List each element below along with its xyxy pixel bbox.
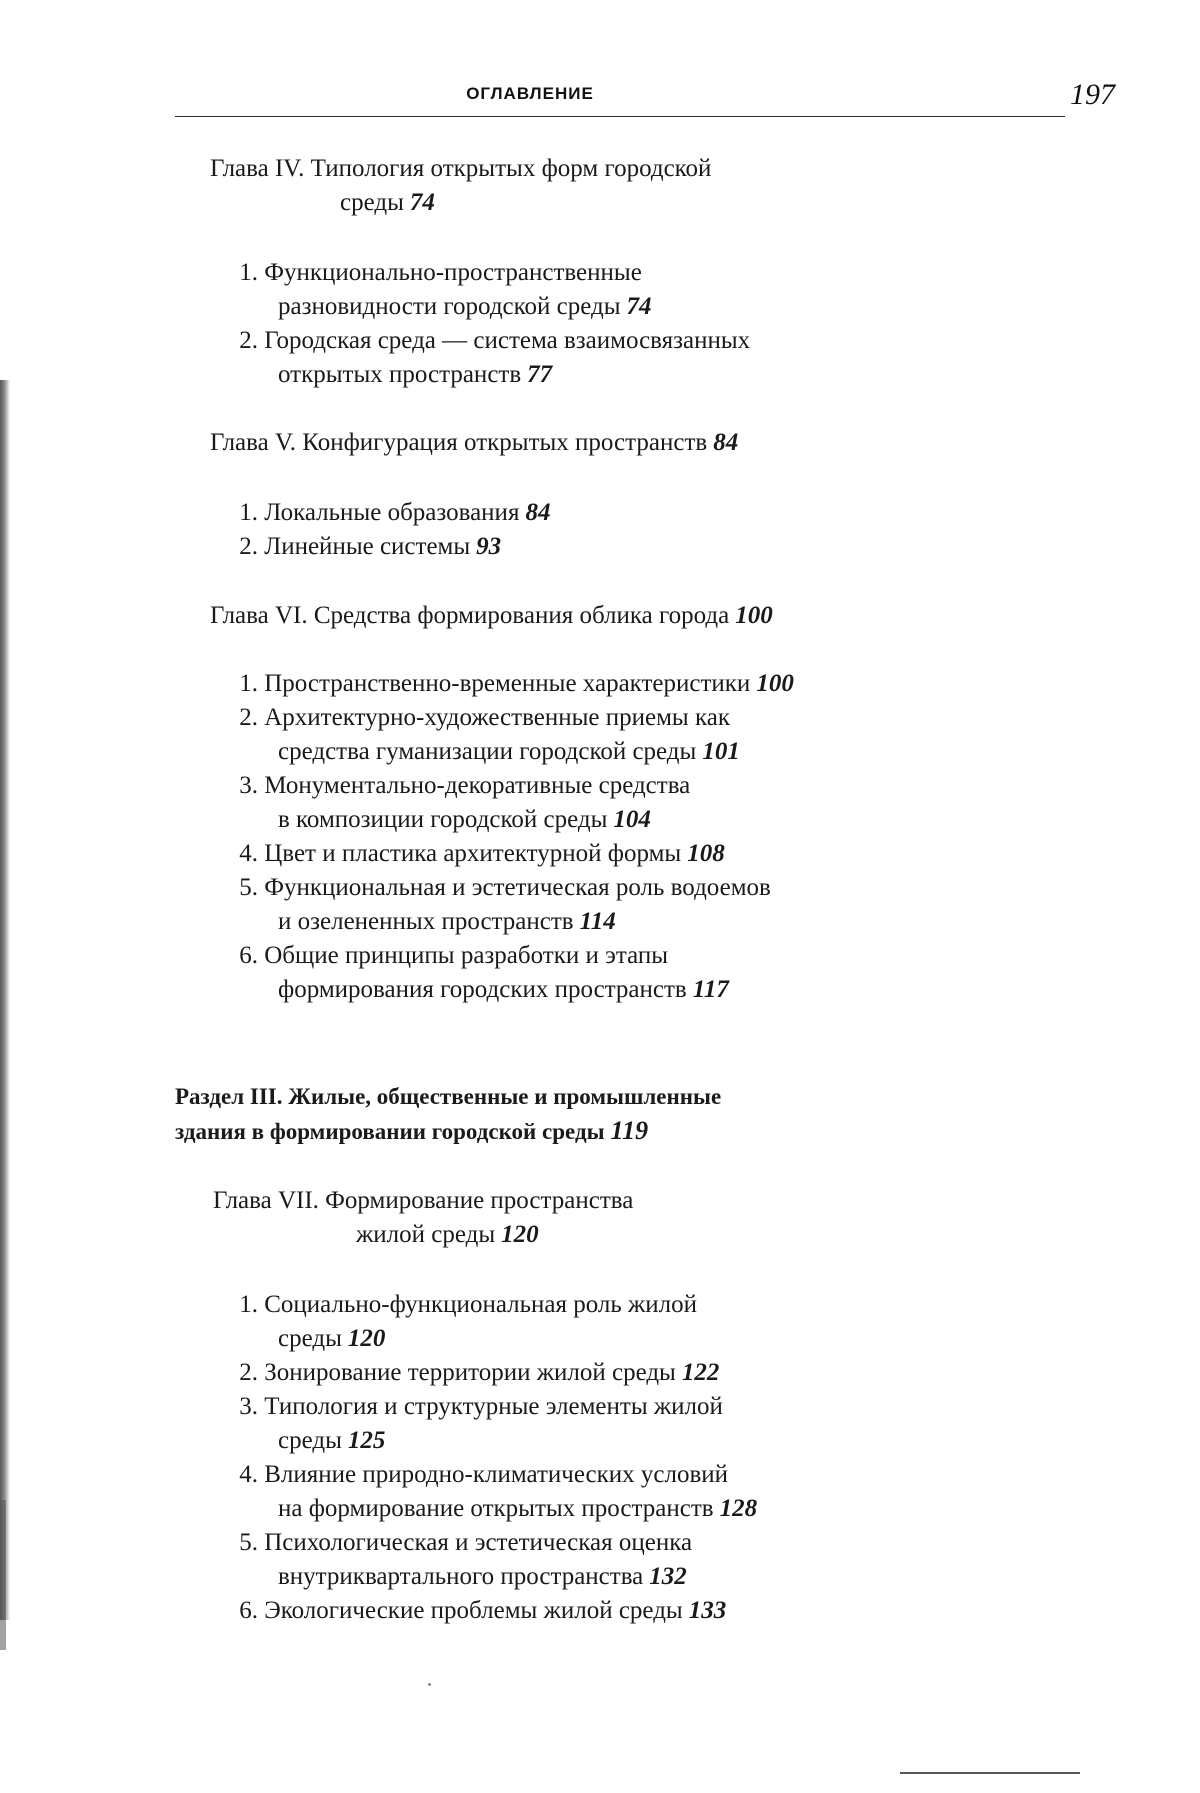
chapter-4-page: 74	[409, 189, 435, 216]
item-number: 3.	[239, 772, 258, 799]
item-text-cont: в композиции городской среды	[278, 806, 608, 833]
section-3-title-cont	[175, 1114, 648, 1149]
item-page: 100	[756, 670, 794, 697]
chapter-7-title-line1: Глава VII. Формирование пространства	[213, 1187, 634, 1214]
chapter-5-page: 84	[713, 429, 739, 456]
item-number: 1.	[239, 259, 258, 286]
item-number: 6.	[239, 1597, 258, 1624]
scan-artifact-line	[900, 1772, 1080, 1774]
toc-item-cont	[278, 1560, 687, 1594]
toc-item	[226, 1458, 728, 1492]
item-text: Функционально-пространственные	[264, 259, 642, 286]
toc-item	[226, 324, 750, 358]
item-number: 5.	[239, 1529, 258, 1556]
item-page: 101	[702, 738, 740, 765]
section-3-title	[175, 1080, 721, 1114]
item-text: Городская среда — система взаимосвязанных	[264, 327, 751, 354]
item-text: Общие принципы разработки и этапы	[264, 942, 669, 969]
item-text: Монументально-декоративные средства	[264, 772, 691, 799]
item-text: Локальные образования	[264, 499, 520, 526]
toc-item-cont	[278, 735, 740, 769]
chapter-5-title-text: Глава V. Конфигурация открытых пространств	[210, 429, 708, 456]
item-text-cont: среды	[278, 1325, 342, 1352]
toc-item	[226, 1356, 719, 1390]
item-text: Линейные системы	[264, 533, 471, 560]
item-text-cont: открытых пространств	[278, 361, 522, 388]
toc-item-cont	[278, 803, 651, 837]
item-page: 128	[719, 1495, 758, 1522]
item-text: Социально-функциональная роль жилой	[264, 1291, 698, 1318]
item-number: 1.	[239, 670, 258, 697]
item-number: 4.	[239, 1461, 258, 1488]
header-rule	[175, 116, 1065, 117]
item-number: 4.	[239, 840, 258, 867]
item-page: 122	[681, 1359, 720, 1386]
item-page: 132	[649, 1563, 687, 1590]
item-text: Архитектурно-художественные приемы как	[264, 704, 730, 731]
item-text: Зонирование территории жилой среды	[264, 1359, 676, 1386]
item-page: 117	[692, 976, 729, 1003]
chapter-6-page: 100	[735, 602, 773, 629]
toc-item	[226, 530, 501, 564]
toc-item	[226, 701, 730, 735]
toc-item-cont	[278, 290, 652, 324]
item-text-cont: среды	[278, 1427, 342, 1454]
item-text: Пространственно-временные характеристики	[264, 670, 751, 697]
section-3-title-line2: здания в формировании городской среды	[175, 1119, 605, 1144]
toc-item-cont	[278, 1322, 385, 1356]
chapter-4-title-line2: среды	[340, 189, 404, 216]
chapter-5-title	[210, 426, 738, 460]
item-text-cont: формирования городских пространств	[278, 976, 687, 1003]
page-number: 197	[1070, 78, 1115, 111]
item-number: 5.	[239, 874, 258, 901]
section-3-title-line1: Раздел III. Жилые, общественные и промышленные	[175, 1084, 722, 1109]
item-text: Психологическая и эстетическая оценка	[264, 1529, 693, 1556]
scan-speck	[428, 1683, 431, 1686]
toc-item	[226, 939, 668, 973]
toc-item	[226, 256, 642, 290]
toc-item	[226, 496, 550, 530]
chapter-4-title-line1: Глава IV. Типология открытых форм городской	[210, 155, 712, 182]
item-text-cont: средства гуманизации городской среды	[278, 738, 697, 765]
item-number: 2.	[239, 533, 258, 560]
toc-item	[226, 837, 725, 871]
item-page: 120	[347, 1325, 386, 1352]
toc-item	[226, 769, 690, 803]
running-head: ОГЛАВЛЕНИЕ	[466, 84, 594, 103]
item-text-cont: и озелененных пространств	[278, 908, 574, 935]
item-number: 2.	[239, 704, 258, 731]
chapter-7-title	[213, 1184, 633, 1218]
item-page: 133	[688, 1597, 727, 1624]
toc-item-cont	[278, 1424, 385, 1458]
toc-item-cont	[278, 905, 616, 939]
item-number: 1.	[239, 499, 258, 526]
item-page: 125	[347, 1427, 386, 1454]
item-page: 77	[527, 361, 553, 388]
item-page: 104	[613, 806, 651, 833]
item-text-cont: на формирование открытых пространств	[278, 1495, 714, 1522]
toc-item	[226, 1594, 726, 1628]
item-text: Типология и структурные элементы жилой	[264, 1393, 723, 1420]
toc-item	[226, 871, 771, 905]
toc-item-cont	[278, 358, 552, 392]
chapter-6-title-text: Глава VI. Средства формирования облика города	[210, 602, 730, 629]
toc-item	[226, 1526, 692, 1560]
toc-item-cont	[278, 1492, 757, 1526]
item-page: 108	[687, 840, 725, 867]
item-page: 114	[579, 908, 616, 935]
chapter-7-title-line2: жилой среды	[356, 1221, 496, 1248]
scan-shadow-edge-lower	[0, 1500, 6, 1650]
item-text: Цвет и пластика архитектурной формы	[264, 840, 682, 867]
item-text: Функциональная и эстетическая роль водоемов	[264, 874, 771, 901]
item-text-cont: разновидности городской среды	[278, 293, 621, 320]
chapter-4-title	[210, 152, 711, 186]
toc-item	[226, 1390, 723, 1424]
item-text: Влияние природно-климатических условий	[264, 1461, 729, 1488]
chapter-4-title-cont	[340, 186, 435, 220]
item-number: 2.	[239, 1359, 258, 1386]
item-number: 1.	[239, 1291, 258, 1318]
item-page: 74	[626, 293, 652, 320]
item-number: 3.	[239, 1393, 258, 1420]
item-text-cont: внутриквартального пространства	[278, 1563, 644, 1590]
scan-shadow-edge	[0, 380, 10, 1620]
item-number: 2.	[239, 327, 258, 354]
item-page: 93	[476, 533, 502, 560]
chapter-7-page: 120	[501, 1221, 539, 1248]
item-number: 6.	[239, 942, 258, 969]
chapter-6-title	[210, 599, 773, 633]
toc-item	[226, 667, 794, 701]
item-page: 84	[525, 499, 551, 526]
toc-item-cont	[278, 973, 729, 1007]
toc-item	[226, 1288, 697, 1322]
section-3-page: 119	[610, 1116, 649, 1145]
chapter-7-title-cont	[356, 1218, 539, 1252]
item-text: Экологические проблемы жилой среды	[264, 1597, 683, 1624]
